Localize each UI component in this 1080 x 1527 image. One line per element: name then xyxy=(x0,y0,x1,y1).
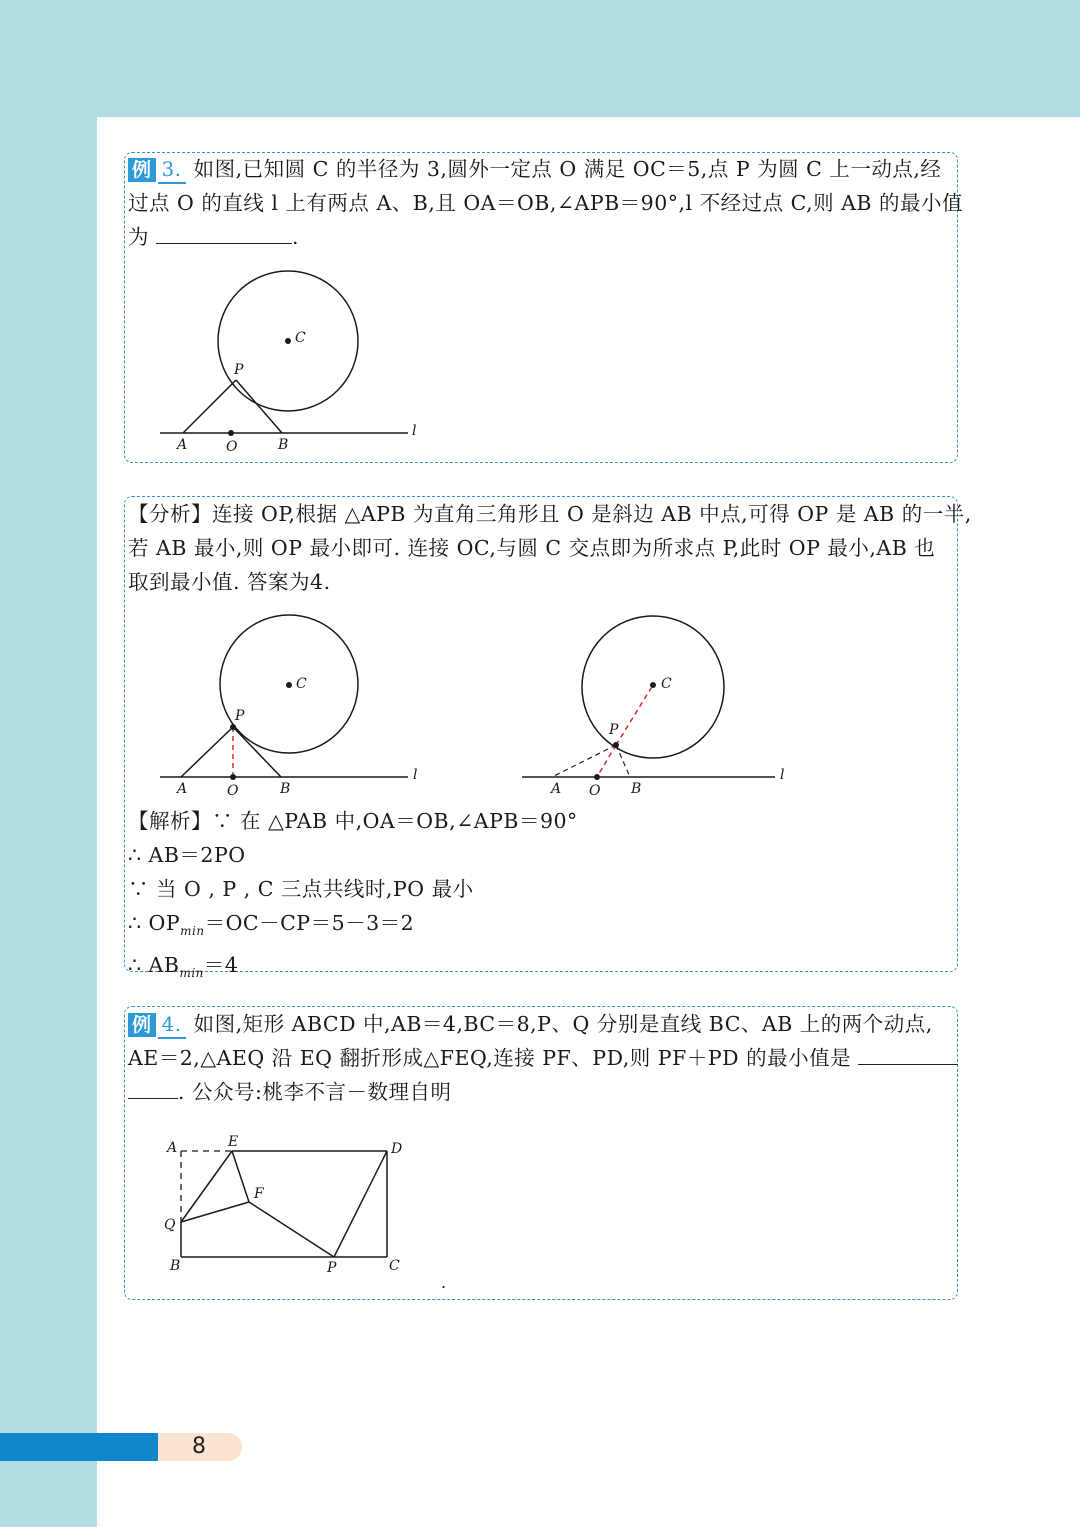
subscript-min: min xyxy=(179,966,204,981)
example-3-line-3-end: . xyxy=(292,225,300,249)
label-c: C xyxy=(389,1258,400,1274)
label-b: B xyxy=(280,781,291,797)
example-4-text xyxy=(128,1007,956,1109)
label-o: O xyxy=(589,783,601,799)
point-o-dot xyxy=(230,774,236,780)
segment-pb xyxy=(236,380,282,433)
figure-1 xyxy=(150,270,440,460)
solution-line-4 xyxy=(128,906,956,948)
label-l: l xyxy=(413,767,418,783)
example-tag: 例 xyxy=(128,1013,156,1037)
footer-bar xyxy=(0,1433,170,1461)
segment-pb-dashed xyxy=(616,745,630,777)
example-tag: 例 xyxy=(128,158,156,182)
segment-pc-dashed xyxy=(616,685,653,745)
answer-blank xyxy=(156,221,292,244)
example-3-line-1 xyxy=(128,152,956,186)
label-b: B xyxy=(170,1258,181,1274)
example-4-line-2-text: AE＝2,△AEQ 沿 EQ 翻折形成△FEQ,连接 PF、PD,则 PF＋PD 的最小值是 xyxy=(128,1046,852,1070)
solution-line-4-a: ∴ OP xyxy=(128,911,181,935)
subscript-min: min xyxy=(180,924,205,939)
example-number: 3. xyxy=(158,157,186,184)
figure-2-left xyxy=(150,612,440,802)
solution-line-2: ∴ AB＝2PO xyxy=(128,843,246,867)
header-band xyxy=(0,0,1080,117)
answer-blank-continued xyxy=(128,1076,178,1099)
analysis-line-1: 【分析】连接 OP,根据 △APB 为直角三角形且 O 是斜边 AB 中点,可得 OP 是 AB 的一半, xyxy=(128,502,972,526)
solution-line-5-a: ∴ AB xyxy=(128,953,180,978)
answer-blank xyxy=(858,1042,958,1065)
page-number: 8 xyxy=(192,1434,206,1459)
stray-dot: . xyxy=(441,1273,447,1292)
segment-eq xyxy=(181,1151,232,1222)
example-3-line-3-prefix: 为 xyxy=(128,225,149,249)
example-4-line-3-text: . 公众号:桃李不言－数理自明 xyxy=(178,1080,452,1104)
label-a: A xyxy=(177,437,188,453)
segment-pd xyxy=(334,1151,387,1257)
example-4-line-2 xyxy=(128,1041,956,1075)
label-a: A xyxy=(167,1140,178,1156)
label-a: A xyxy=(177,781,188,797)
solution-line-5-b: ＝4 xyxy=(203,953,239,978)
label-p: P xyxy=(235,708,245,724)
example-3-line-2: 过点 O 的直线 l 上有两点 A、B,且 OA＝OB,∠APB＝90°,l 不经过点 C,则 AB 的最小值 xyxy=(128,191,963,215)
label-c: C xyxy=(296,676,307,692)
label-o: O xyxy=(227,783,239,799)
label-o: O xyxy=(226,439,238,455)
solution-line-4-b: ＝OC－CP＝5－3＝2 xyxy=(204,911,415,935)
figure-3-rectangle xyxy=(150,1125,420,1285)
solution-line-1: 【解析】∵ 在 △PAB 中,OA＝OB,∠APB＝90° xyxy=(128,809,578,833)
label-d: D xyxy=(391,1141,403,1157)
figure-2-right xyxy=(515,612,805,802)
label-f: F xyxy=(254,1186,264,1202)
label-p: P xyxy=(234,362,244,378)
example-number: 4. xyxy=(158,1012,186,1039)
label-b: B xyxy=(278,437,289,453)
analysis-line-3: 取到最小值. 答案为4. xyxy=(128,570,331,594)
center-c-dot xyxy=(285,338,291,344)
label-l: l xyxy=(412,423,417,439)
example-3-line-1-text: 如图,已知圆 C 的半径为 3,圆外一定点 O 满足 OC＝5,点 P 为圆 C 上一动点,经 xyxy=(193,157,942,181)
solution-line-5 xyxy=(128,948,956,990)
label-b: B xyxy=(631,781,642,797)
label-a: A xyxy=(551,781,562,797)
left-margin-band xyxy=(0,0,97,1527)
example-4-line-1-text: 如图,矩形 ABCD 中,AB＝4,BC＝8,P、Q 分别是直线 BC、AB 上的两个动点, xyxy=(193,1012,933,1036)
segment-fq xyxy=(181,1202,249,1222)
label-p: P xyxy=(609,722,619,738)
label-l: l xyxy=(780,767,785,783)
label-c: C xyxy=(661,676,672,692)
analysis-text xyxy=(128,497,972,599)
analysis-line-2: 若 AB 最小,则 OP 最小即可. 连接 OC,与圆 C 交点即为所求点 P,此时 OP 最小,AB 也 xyxy=(128,536,936,560)
segment-pa xyxy=(181,727,233,777)
label-e: E xyxy=(228,1134,239,1150)
label-p: P xyxy=(327,1260,337,1276)
example-4-line-3 xyxy=(128,1075,956,1109)
example-3-text xyxy=(128,152,963,254)
label-q: Q xyxy=(164,1217,176,1233)
center-c-dot xyxy=(286,682,292,688)
example-3-line-3 xyxy=(128,220,956,254)
point-o-dot xyxy=(594,774,600,780)
segment-ef xyxy=(232,1151,249,1202)
label-c: C xyxy=(295,330,306,346)
point-p-dot xyxy=(230,724,236,730)
point-p-dot xyxy=(613,742,619,748)
solution-text xyxy=(128,804,956,990)
segment-pa xyxy=(183,380,236,433)
example-4-line-1 xyxy=(128,1007,956,1041)
point-o-dot xyxy=(228,430,234,436)
solution-line-3: ∵ 当 O , P , C 三点共线时,PO 最小 xyxy=(128,877,474,901)
segment-pf xyxy=(249,1202,334,1257)
